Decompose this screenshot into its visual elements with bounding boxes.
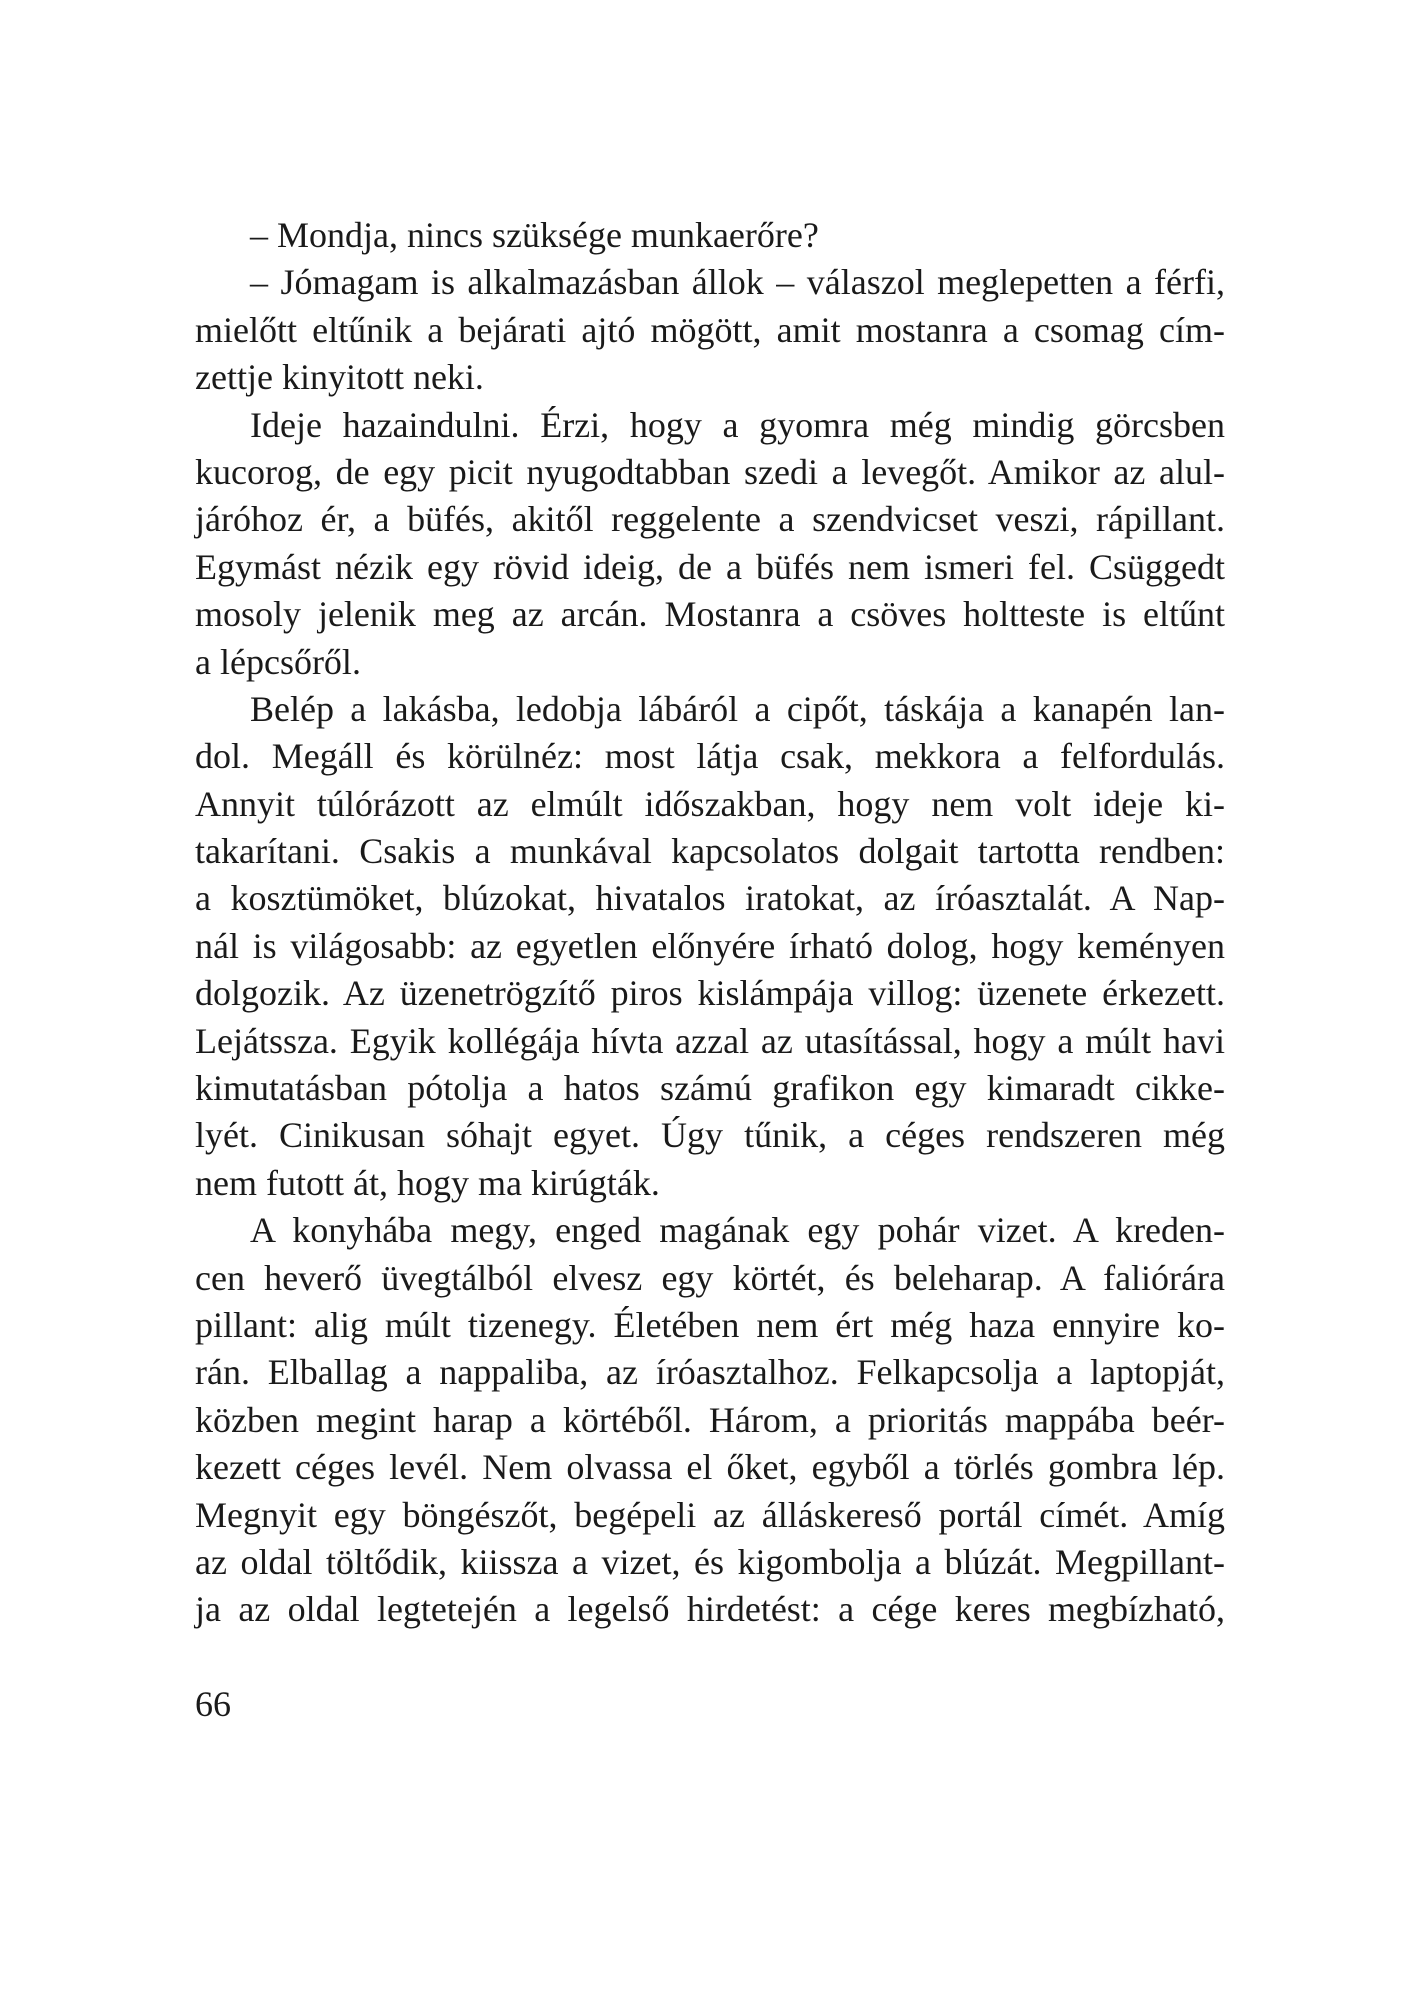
text-line: közben megint harap a körtéből. Három, a prioritás mappába beér- <box>195 1399 1225 1440</box>
text-line: rán. Elballag a nappaliba, az íróasztalhoz. Felkapcsolja a laptopját, <box>195 1352 1225 1393</box>
text-line: Megnyit egy böngészőt, begépeli az álláskereső portál címét. Amíg <box>195 1494 1225 1535</box>
text-line: kezett céges levél. Nem olvassa el őket, egyből a törlés gombra lép. <box>195 1447 1225 1488</box>
text-line: Ideje hazaindulni. Érzi, hogy a gyomra még mindig görcsben <box>250 404 1225 445</box>
text-line: – Mondja, nincs szüksége munkaerőre? <box>250 215 819 255</box>
text-line: dolgozik. Az üzenetrögzítő piros kislámpája villog: üzenete érkezett. <box>195 973 1225 1014</box>
body-text <box>195 212 1225 1634</box>
text-line: Egymást nézik egy rövid ideig, de a büfés nem ismeri fel. Csüggedt <box>195 546 1225 587</box>
text-line: nál is világosabb: az egyetlen előnyére írható dolog, hogy keményen <box>195 925 1225 966</box>
text-line: pillant: alig múlt tizenegy. Életében nem ért még haza ennyire ko- <box>195 1304 1225 1345</box>
text-line: kimutatásban pótolja a hatos számú grafikon egy kimaradt cikke- <box>195 1068 1225 1109</box>
text-line: a kosztümöket, blúzokat, hivatalos iratokat, az íróasztalát. A Nap- <box>195 878 1225 919</box>
text-line: Annyit túlórázott az elmúlt időszakban, hogy nem volt ideje ki- <box>195 783 1225 824</box>
text-line: mosoly jelenik meg az arcán. Mostanra a csöves holtteste is eltűnt <box>195 594 1225 635</box>
text-line: az oldal töltődik, kiissza a vizet, és kigombolja a blúzát. Megpillant- <box>195 1541 1225 1582</box>
text-line: – Jómagam is alkalmazásban állok – válaszol meglepetten a férfi, <box>250 262 1225 303</box>
text-line: zettje kinyitott neki. <box>195 357 484 398</box>
text-line: Belép a lakásba, ledobja lábáról a cipőt, táskája a kanapén lan- <box>250 688 1225 729</box>
text-line: Lejátssza. Egyik kollégája hívta azzal az utasítással, hogy a múlt havi <box>195 1020 1225 1061</box>
page-number: 66 <box>195 1684 231 1724</box>
text-line: mielőtt eltűnik a bejárati ajtó mögött, amit mostanra a csomag cím- <box>195 309 1225 350</box>
text-line: lyét. Cinikusan sóhajt egyet. Úgy tűnik, a céges rendszeren még <box>195 1115 1225 1156</box>
text-line: a lépcsőről. <box>195 641 361 682</box>
text-line: nem futott át, hogy ma kirúgták. <box>195 1162 660 1203</box>
text-line: A konyhába megy, enged magának egy pohár vizet. A kreden- <box>250 1210 1225 1251</box>
text-line: takarítani. Csakis a munkával kapcsolatos dolgait tartotta rendben: <box>195 831 1225 872</box>
text-line: járóhoz ér, a büfés, akitől reggelente a szendvicset veszi, rápillant. <box>195 499 1225 540</box>
text-line: dol. Megáll és körülnéz: most látja csak, mekkora a felfordulás. <box>195 736 1225 777</box>
text-line: kucorog, de egy picit nyugodtabban szedi a levegőt. Amikor az alul- <box>195 451 1225 492</box>
text-line: cen heverő üvegtálból elvesz egy körtét, és beleharap. A faliórára <box>195 1257 1225 1298</box>
text-line: ja az oldal legtetején a legelső hirdetést: a cége keres megbízható, <box>195 1589 1225 1630</box>
